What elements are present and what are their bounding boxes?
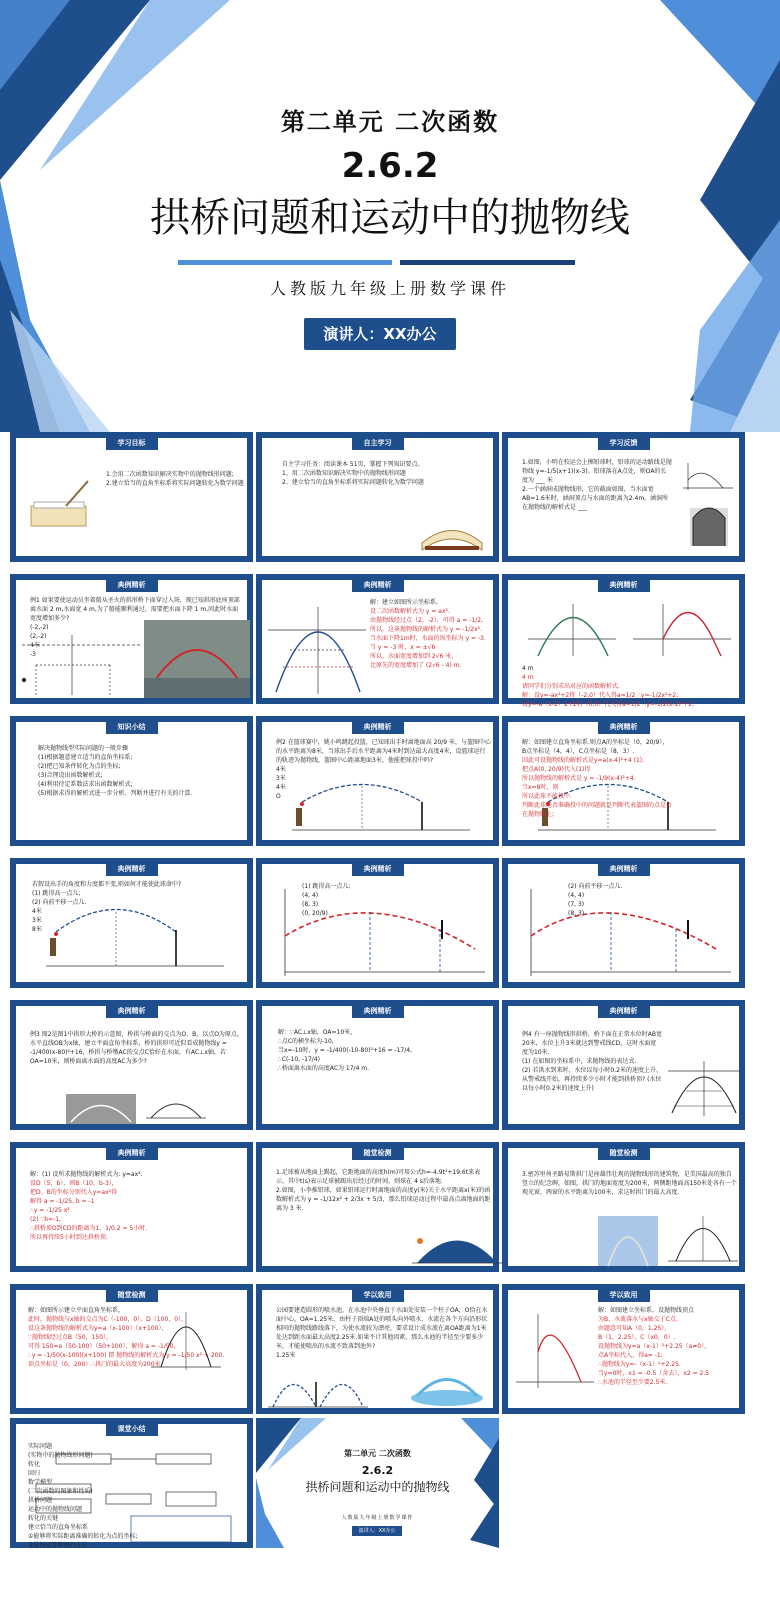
- slide-text-line: 所以再持续5小时到达拱桥顶.: [30, 1234, 108, 1241]
- slide-figure: [668, 1216, 738, 1266]
- slide-text-line: 4米: [276, 784, 286, 791]
- slide-tab-title: 典例精析: [106, 1005, 158, 1018]
- slide-text-line: 当x=8时，则: [522, 784, 559, 791]
- slide-thumbnail[interactable]: [10, 432, 253, 562]
- slide-figure: [417, 508, 487, 553]
- slide-text-line: (5)根据求得的解析式进一步分析、判断并进行有关的计算.: [38, 790, 193, 797]
- slide-tab-title: 典例精析: [106, 579, 158, 592]
- slide-tab-title: 典例精析: [598, 1005, 650, 1018]
- slide-text-line: 3米: [32, 917, 42, 924]
- slide-text-block: [276, 1168, 491, 1213]
- slide-text-block: [522, 738, 672, 819]
- slide-text-line: 当水面下降1m时，水面的纵坐标为 y = -3.: [370, 635, 486, 642]
- slide-figure: [516, 1312, 596, 1390]
- slide-text-line: (-2,-2): [30, 624, 49, 631]
- slide-text-line: 建立恰当的直角坐标系: [28, 1524, 89, 1531]
- slide-text-block: [30, 1030, 245, 1066]
- slide-text-line: 设这条抛物线的解析式为y=a（x-100）（x+100），: [28, 1325, 168, 1332]
- slide-thumbnail[interactable]: [502, 574, 745, 708]
- slide-text-line: O: [276, 793, 281, 800]
- slide-tab-title: 典例精析: [352, 863, 404, 876]
- slide-text-line: 1.25米: [276, 1352, 296, 1359]
- slide-text-line: (3)合理设出函数解析式;: [38, 772, 103, 779]
- slide-thumbnail[interactable]: [256, 858, 499, 988]
- slide-text-block: [522, 1170, 737, 1197]
- mini-cover-speaker: 演讲人：XX办公: [352, 1526, 402, 1536]
- slide-text-line: (2) 向前平移一点儿.: [568, 883, 623, 890]
- slide-text-line: (7, 3): [568, 901, 585, 908]
- slide-text-line: (2) 向前平移一点儿.: [32, 899, 87, 906]
- slide-text-line: 当y=0时，x1 = -0.5（舍去），x2 = 2.5: [598, 1370, 710, 1377]
- slide-text-line: ∴拱桥顶O到CD的距离为1，1/0.2 = 5小时.: [30, 1225, 148, 1232]
- slide-tab-title: 典例精析: [106, 1147, 158, 1160]
- slide-thumbnail[interactable]: [256, 432, 499, 562]
- slide-tab-title: 学习目标: [106, 437, 158, 450]
- slide-text-line: 所以，这条抛物线的解析式为 y = -1/2x².: [370, 626, 482, 633]
- mini-cover-slide: [256, 1418, 499, 1548]
- slide-text-line: 设抛物线为y=a（x-1）²+2.25（a≠0），: [598, 1343, 711, 1350]
- slide-text-line: 设二次函数解析式为 y = ax².: [370, 608, 450, 615]
- slide-tab-title: 学习反馈: [598, 437, 650, 450]
- slide-text-block: [598, 1306, 743, 1387]
- cover-number: 2.6.2: [341, 146, 439, 186]
- slide-text-line: 点A坐标代入，得a= -1;: [598, 1352, 663, 1359]
- slide-text-line: (4, 4): [302, 892, 319, 899]
- slide-text-block: [568, 882, 728, 918]
- slide-tab-title: 学以致用: [598, 1289, 650, 1302]
- slide-text-line: 转化: [28, 1461, 41, 1468]
- cover-subtitle: 人教版九年级上册数学课件: [269, 279, 510, 298]
- slide-text-line: 例1 如果要使运动员坐着船从圣火的拱形桥下面穿过入场，现已知拱形底座顶部离水面 2 m,水面宽 4 m,为了船能顺利通过，需要把水面下降 1 m,问此时水面宽度增加多少?: [30, 597, 240, 622]
- slide-text-line: ∵抛物线经过点B（50，150），: [28, 1334, 113, 1341]
- slide-text-block: [370, 598, 490, 670]
- slide-thumbnail[interactable]: [256, 1000, 499, 1130]
- slide-thumbnail[interactable]: [502, 432, 745, 562]
- slide-tab-title: 典例精析: [106, 863, 158, 876]
- slide-text-line: 因此可设抛物线的解析式是y=a(x-4)²+4 (1).: [522, 757, 645, 764]
- slide-thumbnail[interactable]: [10, 716, 253, 846]
- slide-text-line: (4)利用待定系数法求出函数解析式;: [38, 781, 133, 788]
- cover-speaker-badge: 演讲人：XX办公: [304, 318, 456, 350]
- slide-tab-title: 知识小结: [106, 721, 158, 734]
- slide-thumbnail[interactable]: [10, 858, 253, 988]
- cover-bar-right: [400, 260, 575, 265]
- slide-figure: [668, 1061, 740, 1116]
- slide-text-line: (1) 跳得高一点儿;: [32, 890, 81, 897]
- slide-thumbnail[interactable]: [10, 1418, 253, 1548]
- slide-text-line: 2.建立恰当的直角坐标系将实际问题转化为数学问题: [106, 480, 244, 487]
- mini-cover-subtitle: 人教版九年级上册数学课件: [341, 1515, 414, 1521]
- slide-text-line: (8, 3): [302, 901, 319, 908]
- slide-text-line: 设D（5，b），则B（10，b-3），: [30, 1180, 118, 1187]
- slide-tab-title: 学以致用: [352, 1289, 404, 1302]
- cover-bar-left: [178, 260, 392, 265]
- slide-text-block: [282, 460, 482, 487]
- slide-text-line: ②选择运算简便的方法.: [28, 1542, 90, 1549]
- slide-text-line: 把D、B的坐标分别代入y=ax²得: [30, 1189, 117, 1196]
- slide-text-line: ①能够将实际距离准确的转化为点的坐标;: [28, 1533, 138, 1540]
- slide-text-block: [32, 880, 242, 934]
- slide-text-line: ∴y = -1/50(x-100)(x+100) 即 抛物线的解析式为 y = -1/50 x² + 200.: [28, 1352, 225, 1359]
- slide-text-line: 例4 有一座抛物线形拱桥，桥下面在正常水位时AB宽20米，水位上升3米就达到警戒线CD，这时水面宽度为10米.: [522, 1031, 662, 1056]
- slide-text-line: 解：∵AC⊥x轴，OA=10米，: [278, 1029, 357, 1036]
- slide-text-line: B（1，2.25），C（x0，0）.: [598, 1334, 676, 1341]
- slide-text-block: [30, 596, 240, 659]
- slide-text-line: (2) ∵b=-1,: [30, 1216, 61, 1223]
- slide-tab-title: 典例精析: [598, 863, 650, 876]
- slide-figure: [407, 1368, 487, 1408]
- slide-text-line: 3.密苏里州圣路易斯拱门是座雄伟壮观的抛物线形的建筑物，是美国最高的独自竖立的纪念碑，如图，拱门的地面宽度为200米，两侧距地面高150米处各有一个观光窗，两窗的水平距离为100米，求这时拱门的最大高度.: [522, 1171, 737, 1196]
- slide-text-line: 由抛物线经过点（2，-2），可得 a = -1/2,: [370, 617, 483, 624]
- slide-text-block: [278, 1028, 488, 1073]
- slide-text-line: 顶点坐标是（0，200）∴拱门的最大高度为200米: [28, 1361, 161, 1368]
- slide-text-line: 4米: [276, 766, 286, 773]
- slide-text-line: 3米: [276, 775, 286, 782]
- mini-cover-title: 拱桥问题和运动中的抛物线: [305, 1480, 450, 1494]
- slide-text-line: 解：设y=-ax²+2将（-2,0）代入得a=1/2 ∴y=-1/2x²+2;: [522, 692, 679, 699]
- slide-text-block: [522, 664, 732, 709]
- slide-tab-title: 随堂检测: [106, 1289, 158, 1302]
- slide-thumbnail[interactable]: [10, 1142, 253, 1272]
- slide-thumbnail[interactable]: [10, 1000, 253, 1130]
- slide-text-line: 例2 在篮球赛中，姚小鸣跳起投篮，已知球出手时离地面高 20/9 米，与篮圈中心的水平距离为8米，当球出手后水平距离为4米时到达最大高度4米，设篮球运行的轨迹为抛物线，篮圈中心距离地面3米，他能把球投中吗?: [276, 739, 492, 764]
- slide-text-line: 回归: [28, 1470, 41, 1477]
- slide-text-line: (0, 20/9): [302, 910, 328, 917]
- slide-text-line: 解：如图建立直角坐标系.则点A的坐标是（0，20/9），B点坐标是（4，4），C点坐标是（8，3）.: [522, 739, 669, 755]
- slide-tab-title: 随堂检测: [352, 1147, 404, 1160]
- slide-figure: [66, 1094, 136, 1124]
- cover-title: 拱桥问题和运动中的抛物线: [150, 195, 630, 241]
- slide-figure: [528, 604, 618, 659]
- slide-text-line: (1)根据题意建立适当的直角坐标系;: [38, 754, 133, 761]
- slide-figure: [678, 458, 738, 553]
- slide-text-line: 解决抛物线型实际问题的一般步骤: [38, 745, 129, 752]
- slide-text-line: 解：建立如图所示坐标系,: [370, 599, 438, 606]
- slide-text-line: 请同学们分别求出对应的函数解析式.: [522, 683, 620, 690]
- slide-thumbnail[interactable]: [256, 574, 499, 704]
- slide-text-line: (实物中的抛物线形问题): [28, 1452, 93, 1459]
- slide-figure: [268, 602, 368, 697]
- slide-text-line: ∴点C的横坐标为-10，: [278, 1038, 338, 1045]
- slide-text-block: [106, 470, 246, 488]
- slide-figure: [598, 1216, 658, 1266]
- slide-tab-title: 自主学习: [352, 437, 404, 450]
- slide-text-line: 4 m: [522, 674, 534, 681]
- mini-cover-number: 2.6.2: [361, 1464, 394, 1477]
- slide-text-line: 所以此球不能投中.: [522, 793, 572, 800]
- slide-text-line: (2) 若洪水到来时，水位以每小时0.2米的速度上升，从警戒线开始，再持续多少小时才能到拱桥顶? (水位以每小时0.2米的速度上升): [522, 1067, 662, 1092]
- slide-thumbnail[interactable]: [256, 1284, 499, 1414]
- slide-text-line: ∴抛物线为y=-（x-1）²+2.25.: [598, 1361, 681, 1368]
- slide-text-line: 2.一个涵洞成抛物线形，它的截面如图，当水面宽AB=1.6米时，涵洞顶点与水面的距离为2.4m。涵洞所在抛物线的解析式是 ___: [522, 486, 669, 511]
- slide-text-line: 此时，抛物线与x轴的交点为C（-100，0），D（100，0），: [28, 1316, 188, 1323]
- slide-text-line: 判断此球能否准确投中的问题就是判断代表篮圈的点是否在抛物线上;: [522, 802, 673, 818]
- slide-text-line: 解：如图建立坐标系，设抛物线顶点: [598, 1307, 695, 1314]
- slide-figure: [268, 1362, 368, 1410]
- slide-text-line: (2,-2): [30, 633, 47, 640]
- slide-text-line: 当 y = -3 时，x = ±√6: [370, 644, 436, 651]
- cover-slide: [0, 0, 780, 432]
- slide-text-block: [30, 1170, 230, 1242]
- slide-text-line: 解得 a = -1/25, b = -1: [30, 1198, 95, 1205]
- slide-text-line: 自主学习任务：阅读课本 51页，掌握下列知识要点。: [282, 461, 424, 468]
- slide-text-line: 若假设出手的角度和力度都不变,则如何才能使此球命中?: [32, 881, 182, 888]
- slide-text-line: 4米: [30, 642, 40, 649]
- slide-text-line: 1、用二次函数知识解决实物中的抛物线形问题: [282, 470, 406, 477]
- mini-cover-unit: 第二单元 二次函数: [344, 1449, 411, 1458]
- slide-tab-title: 课堂小结: [106, 1423, 158, 1436]
- slide-text-block: [28, 1442, 248, 1550]
- slide-tab-title: 典例精析: [352, 721, 404, 734]
- slide-thumbnail[interactable]: [502, 716, 745, 846]
- slide-text-block: [276, 738, 491, 801]
- slide-text-line: 拱桥问题: [28, 1497, 53, 1504]
- slide-tab-title: 典例精析: [598, 721, 650, 734]
- slide-tab-title: 随堂检测: [598, 1147, 650, 1160]
- slide-text-line: ∴C(-10, -17/4): [278, 1056, 320, 1063]
- slide-text-block: [302, 882, 482, 918]
- slide-figure: [633, 604, 733, 659]
- slide-text-block: [522, 1030, 662, 1093]
- slide-text-block: [522, 458, 672, 512]
- slide-tab-title: 典例精析: [598, 579, 650, 592]
- slide-text-line: (二次函数的图象和性质): [28, 1488, 93, 1495]
- slide-text-line: -3: [30, 651, 36, 658]
- slide-text-line: 数学模型: [28, 1479, 53, 1486]
- slide-text-line: 8米: [32, 926, 42, 933]
- slide-text-line: 2、建立恰当的直角坐标系将实际问题转化为数学问题: [282, 479, 424, 486]
- slide-text-line: 公园要建造圆形的喷水池，在水池中央垂直于水面处安装一个柱子OA，O恰在水面中心，OA=1.25米，由柱子顶端A处的喷头向外喷水，水流在各个方向沿形状相同的抛物线路线落下，为使水流较为漂亮，要求设计成水流在离OA距离为1米处达到距水面最大高度2.25米.如果不计其他因素，那么水池的半径至少要多少米，才能使喷出的水流不致落到池外?: [276, 1307, 488, 1350]
- slide-text-line: 实际问题: [28, 1443, 53, 1450]
- slide-text-line: ∴y = -1/25 x²: [30, 1207, 70, 1214]
- slide-text-line: 解：如图所示建立平面直角坐标系，: [28, 1307, 125, 1314]
- slide-thumbnail[interactable]: [502, 1142, 745, 1272]
- slide-text-line: 解：(1) 设所求抛物线的解析式为: y=ax².: [30, 1171, 143, 1178]
- slide-text-line: 所以抛物线的解析式是 y = -1/9(x-4)²+4.: [522, 775, 636, 782]
- slide-text-line: 运动中的抛物线问题: [28, 1506, 83, 1513]
- slide-thumbnail[interactable]: [502, 1284, 745, 1414]
- slide-figure: [146, 1098, 206, 1123]
- slide-text-line: 例3 图2是图1中拱形大桥的示意图，桥拱与桥面的交点为O、B，以点O为原点，水平直线OB为x轴，建立平面直角坐标系，桥的拱形可近似看成抛物线y = -1/400(x-80)²+16，桥拱与桥墩AC的交点C恰好在水面，有AC⊥x轴，若OA=10米，则桥面离水面的高度AC为多少?: [30, 1031, 243, 1065]
- slide-text-line: (1) 跳得高一点儿;: [302, 883, 351, 890]
- slide-thumbnail[interactable]: [502, 858, 745, 988]
- slide-figure: [412, 1223, 502, 1268]
- slide-text-line: 所以，水面宽度增加到 2√6 米，: [370, 653, 458, 660]
- slide-tab-title: 典例精析: [352, 1005, 404, 1018]
- slide-text-line: 1.足球被从地面上踢起，它距地面的高度h(m)可用公式h=-4.9t²+19.6t来表示，其中t(s)表示足球被踢出后经过的时间，则球在 4 s后落地.: [276, 1169, 481, 1185]
- slide-text-line: 可得 150=a（50-100）（50+100），解得 a = -1/50,: [28, 1343, 176, 1350]
- slide-thumbnail[interactable]: [256, 1142, 499, 1272]
- slide-tab-title: 典例精析: [352, 579, 404, 592]
- slide-text-line: 由题意可知A（0，1.25），: [598, 1325, 671, 1332]
- slide-text-line: 2.如图，小李推铅球，如果铅球运行时离地面的高度y(米)关于水平距离x(米)的函数解析式为 y = -1/12x² + 2/3x + 5/3，那么铅球运动过程中最高点离地面的距离为 3 米.: [276, 1187, 491, 1212]
- slide-text-line: 1.如图，小明在校运会上掷铅球时，铅球的运动路线是抛物线 y=-1/5(x+1)(x-3)。铅球落在A点处，则OA的长度为 ___ 米: [522, 459, 672, 484]
- slide-text-line: 把点A(0, 20/9)代入(1)得: [522, 766, 591, 773]
- slide-figure: [26, 476, 96, 536]
- slide-thumbnail[interactable]: [502, 1000, 745, 1130]
- slide-text-block: [28, 1306, 243, 1369]
- slide-text-line: 1.会用二次函数知识解决实物中的抛物线形问题;: [106, 471, 234, 478]
- slide-text-block: [276, 1306, 491, 1360]
- slide-text-line: 设y=-a（x-2）2+2将（0,0）代入得a=1/2 ∴y=-1/2(x-2)²+2;: [522, 701, 695, 708]
- slide-text-line: 4 m: [522, 665, 534, 672]
- cover-unit: 第二单元 二次函数: [280, 108, 500, 136]
- slide-text-line: 为B，水流落水与x轴交于C点.: [598, 1316, 678, 1323]
- slide-text-line: 比原先的宽度增加了 (2√6 - 4) m.: [370, 662, 462, 669]
- slide-text-block: [38, 744, 238, 798]
- slide-text-line: ∴水池的半径至少要2.5米.: [598, 1379, 668, 1386]
- slide-text-line: 转化的关键: [28, 1515, 59, 1522]
- slide-thumbnail[interactable]: [10, 1284, 253, 1414]
- slide-text-line: (2)把已知条件转化为点的坐标;: [38, 763, 121, 770]
- slide-text-line: 4米: [32, 908, 42, 915]
- slide-text-line: (8, 3): [568, 910, 585, 917]
- slide-thumbnail[interactable]: [10, 574, 253, 704]
- slide-text-line: (1) 在如图的坐标系中，求抛物线的表达式.: [522, 1058, 637, 1065]
- slide-text-line: (4, 4): [568, 892, 585, 899]
- slide-thumbnail[interactable]: [256, 716, 499, 846]
- slide-text-line: ∴桥面离水面的高度AC为 17/4 m.: [278, 1065, 370, 1072]
- slide-text-line: 当x=-10时，y = -1/400(-10-80)²+16 = -17/4,: [278, 1047, 412, 1054]
